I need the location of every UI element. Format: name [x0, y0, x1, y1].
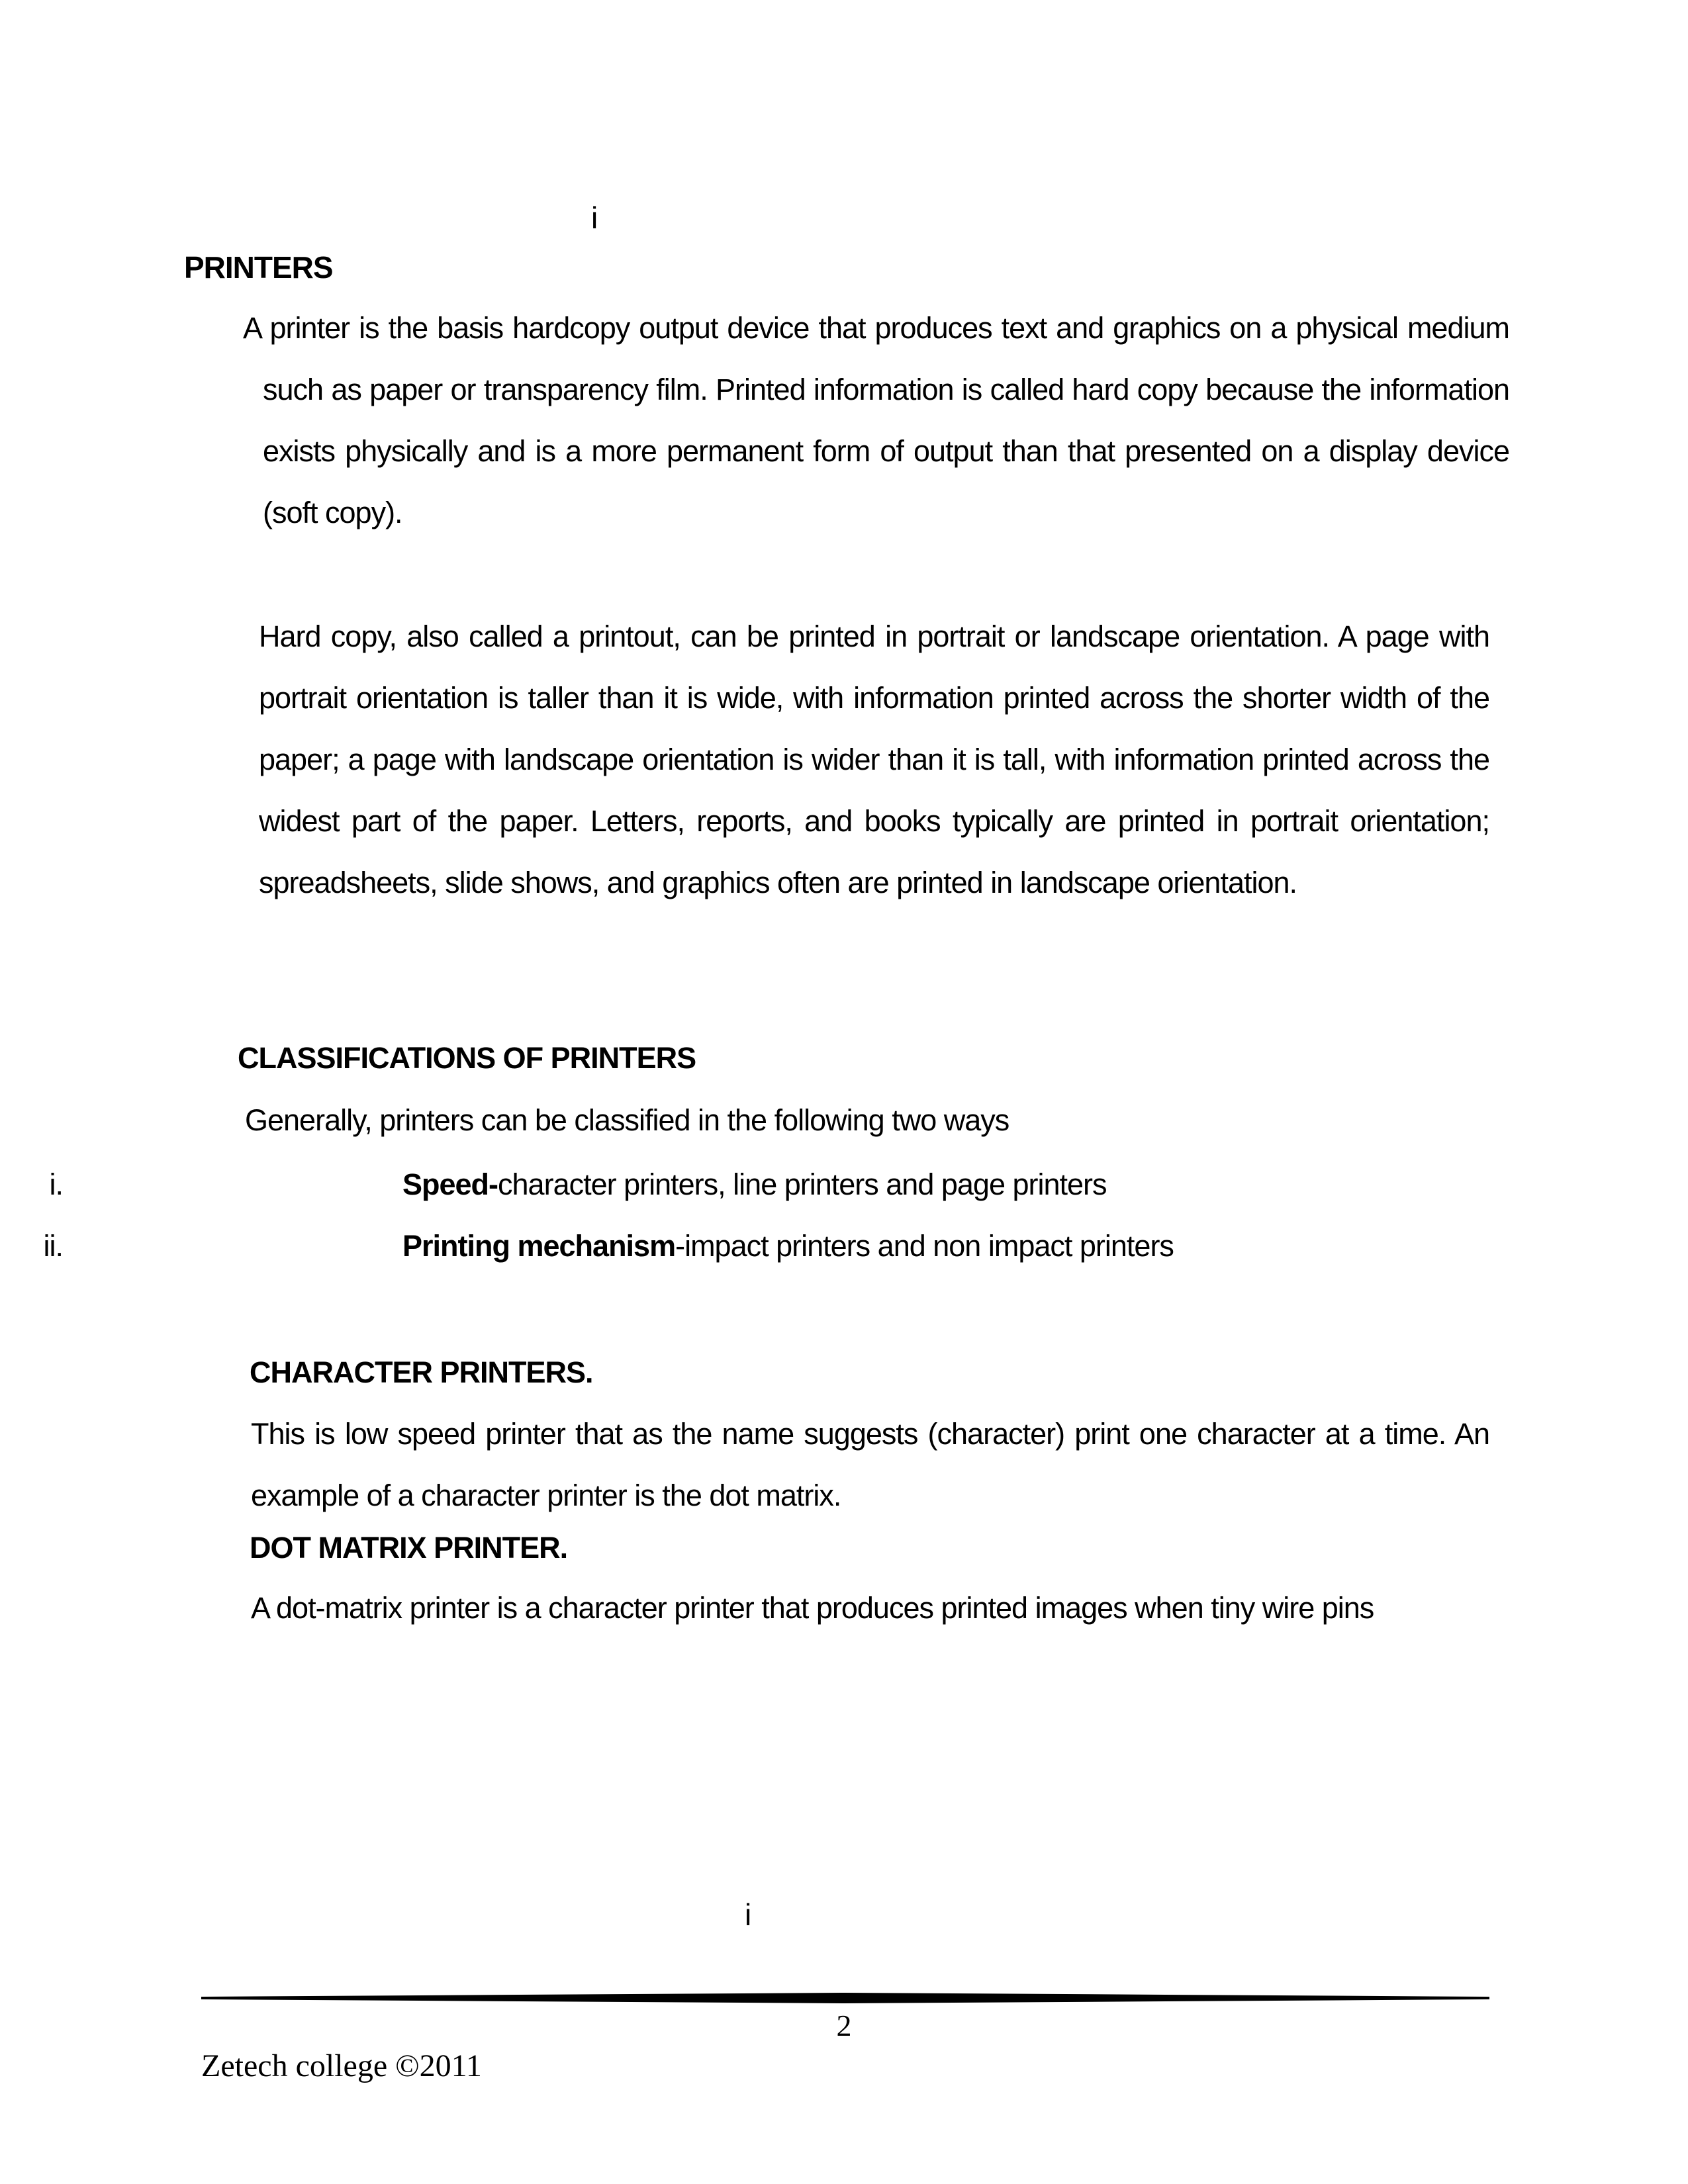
- classifications-heading: CLASSIFICATIONS OF PRINTERS: [238, 1041, 696, 1075]
- footer-credit: Zetech college ©2011: [201, 2048, 482, 2083]
- footer-divider-rule: [201, 1992, 1489, 2004]
- list-item-speed: [0, 1154, 1688, 1215]
- list-term-rest: -impact printers and non impact printers: [675, 1229, 1174, 1263]
- list-item-text: [402, 1215, 1174, 1277]
- page-number: 2: [836, 2009, 852, 2042]
- list-item-text: [402, 1154, 1107, 1215]
- classifications-intro: Generally, printers can be classified in the following two ways: [245, 1103, 1009, 1137]
- list-term-rest: character printers, line printers and page printers: [498, 1167, 1107, 1201]
- intro-paragraph: A printer is the basis hardcopy output device that produces text and graphics on a physical medium such as paper or transparency film. Printed information is called hard copy because the information exists physically and is a more permanent form of output than that presented on a display device (soft copy).: [243, 311, 1509, 529]
- page-title: PRINTERS: [184, 250, 333, 285]
- hardcopy-paragraph: Hard copy, also called a printout, can be printed in portrait or landscape orientation. A page with portrait orientation is taller than it is wide, with information printed across the shorter width of the paper; a page with landscape orientation is wider than it is tall, with information printed across the widest part of the paper. Letters, reports, and books typically are printed in portrait orientation; spreadsheets, slide shows, and graphics often are printed in landscape orientation.: [259, 619, 1489, 899]
- list-term-bold: Printing mechanism: [402, 1229, 676, 1263]
- footer-marker: i: [745, 1897, 751, 1932]
- list-marker: i.: [49, 1167, 63, 1201]
- list-item-mechanism: [0, 1215, 1688, 1277]
- header-marker: i: [591, 201, 598, 235]
- list-term-bold: Speed-: [402, 1167, 498, 1201]
- dot-matrix-heading: DOT MATRIX PRINTER.: [250, 1531, 568, 1565]
- character-printers-paragraph: This is low speed printer that as the name suggests (character) print one character at a time. An example of a character printer is the dot matrix.: [251, 1417, 1489, 1512]
- character-printers-heading: CHARACTER PRINTERS.: [250, 1355, 593, 1389]
- list-marker: ii.: [43, 1229, 63, 1263]
- dot-matrix-paragraph: A dot-matrix printer is a character printer that produces printed images when tiny wire pins: [251, 1591, 1374, 1625]
